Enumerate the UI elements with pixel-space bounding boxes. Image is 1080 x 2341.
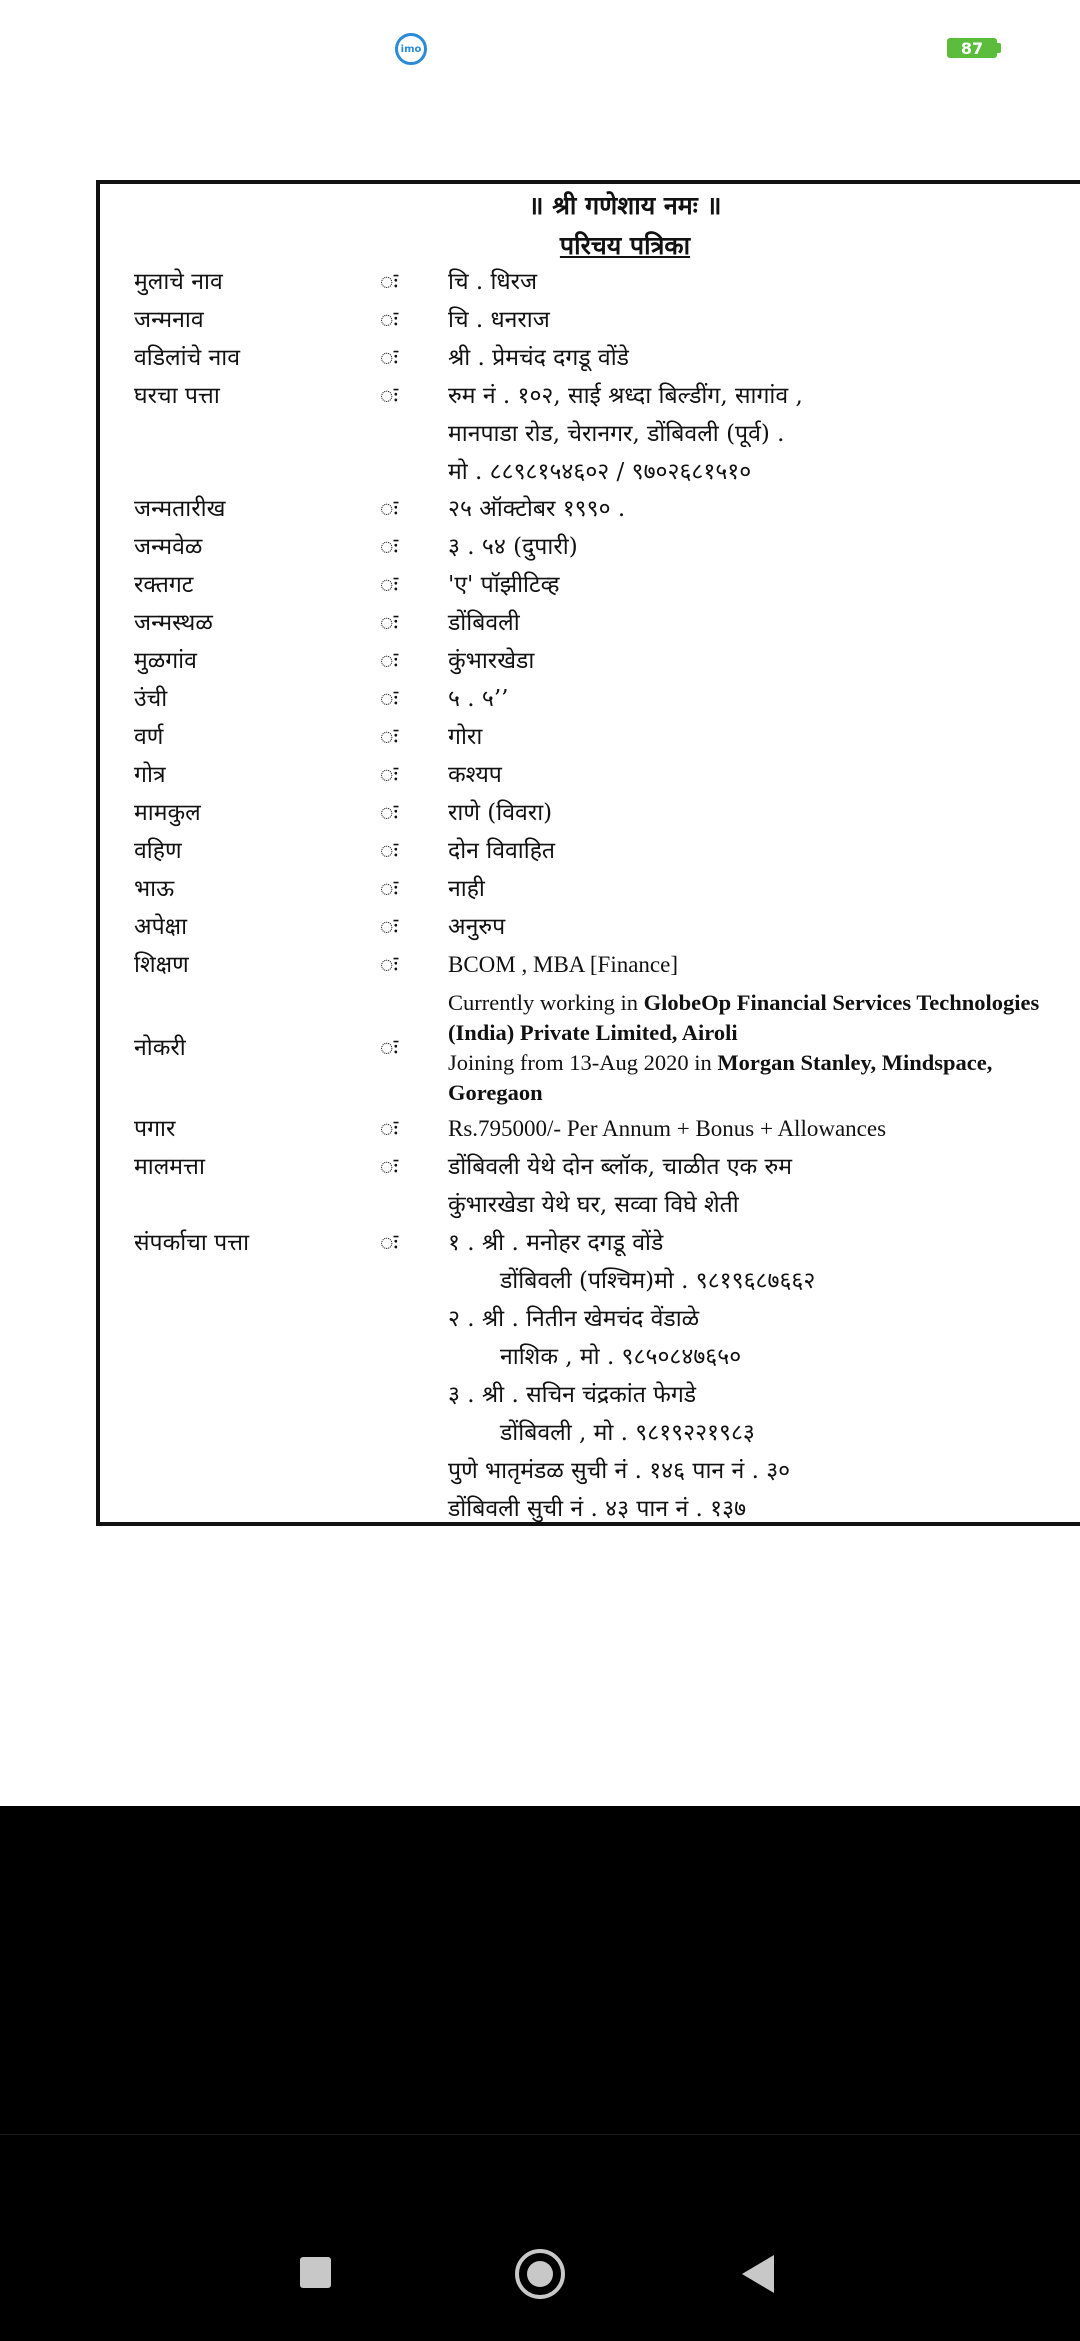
row-value: ३ . ५४ (दुपारी): [448, 534, 578, 560]
battery-indicator: 87: [947, 38, 997, 58]
row-colon: ः: [379, 1154, 399, 1180]
status-bar: [0, 0, 1080, 96]
row-colon: ः: [379, 686, 399, 712]
contact-line: २ . श्री . नितीन खेमचंद वेंडाळे: [448, 1306, 700, 1332]
row-value: ५ . ५’’: [448, 686, 509, 712]
row-colon: ः: [379, 383, 399, 409]
row-label: घरचा पत्ता: [134, 383, 220, 409]
back-triangle-icon[interactable]: [742, 2255, 774, 2293]
job-description: [448, 988, 1080, 1108]
biodata-document: [96, 180, 1080, 1526]
home-inner-dot: [527, 2261, 553, 2287]
row-colon: ः: [379, 572, 399, 598]
row-label: अपेक्षा: [134, 914, 188, 940]
row-colon: ः: [379, 534, 399, 560]
contact-line: ३ . श्री . सचिन चंद्रकांत फेगडे: [448, 1382, 697, 1408]
row-value: दोन विवाहित: [448, 838, 556, 864]
row-value: गोरा: [448, 724, 483, 750]
row-value: चि . धिरज: [448, 269, 538, 295]
row-colon: ः: [379, 1230, 399, 1256]
row-label: पगार: [134, 1116, 176, 1142]
row-value: चि . धनराज: [448, 307, 550, 333]
contact-line: नाशिक , मो . ९८५०८४७६५०: [500, 1344, 742, 1370]
row-value: डोंबिवली: [448, 610, 520, 636]
home-circle-icon[interactable]: [515, 2249, 565, 2299]
battery-tip: [997, 43, 1001, 53]
job-current: [448, 988, 1080, 1048]
document-title: ॥ श्री गणेशाय नमः ॥: [528, 191, 722, 220]
row-label: जन्मतारीख: [134, 496, 226, 522]
row-label: मुळगांव: [134, 648, 197, 674]
contact-line: पुणे भातृमंडळ सुची नं . १४६ पान नं . ३०: [448, 1458, 791, 1484]
row-label: भाऊ: [134, 876, 175, 902]
row-colon: ः: [379, 800, 399, 826]
contact-line: डोंबिवली सुची नं . ४३ पान नं . १३७: [448, 1496, 747, 1522]
row-colon: ः: [379, 876, 399, 902]
row-colon: ः: [379, 307, 399, 333]
job-joining-company: Morgan Stanley, Mindspace, Goregaon: [448, 1050, 993, 1105]
job-current-prefix: Currently working in: [448, 990, 644, 1015]
row-colon: ः: [379, 648, 399, 674]
property-line: डोंबिवली येथे दोन ब्लॉक, चाळीत एक रुम: [448, 1154, 793, 1180]
row-colon: ः: [379, 345, 399, 371]
job-current-company: GlobeOp Financial Services Technologies (India) Private Limited, Airoli: [448, 990, 1040, 1045]
contact-line: डोंबिवली , मो . ९८१९२२१९८३: [500, 1420, 755, 1446]
address-line: मानपाडा रोड, चेरानगर, डोंबिवली (पूर्व) .: [448, 421, 785, 447]
row-colon: ः: [379, 914, 399, 940]
row-colon: ः: [379, 496, 399, 522]
row-value: कश्यप: [448, 762, 502, 788]
contact-line: १ . श्री . मनोहर दगडू वोंडे: [448, 1230, 664, 1256]
row-value: राणे (विवरा): [448, 800, 553, 826]
row-value: 'ए' पॉझीटिव्ह: [448, 572, 560, 598]
row-colon: ः: [379, 952, 399, 978]
row-value: श्री . प्रेमचंद दगडू वोंडे: [448, 345, 629, 371]
row-label: जन्मवेळ: [134, 534, 203, 560]
row-colon: ः: [379, 838, 399, 864]
row-label: जन्मनाव: [134, 307, 204, 333]
row-value: २५ ऑक्टोबर १९९० .: [448, 496, 626, 522]
row-label: मुलाचे नाव: [134, 269, 223, 295]
navigation-bar: [0, 2134, 1080, 2341]
row-label: उंची: [134, 686, 168, 712]
row-label: वहिण: [134, 838, 182, 864]
black-background: [0, 1806, 1080, 2134]
row-colon: ः: [379, 269, 399, 295]
row-label: गोत्र: [134, 762, 166, 788]
imo-icon: imo: [395, 33, 427, 65]
contact-line: डोंबिवली (पश्चिम)मो . ९८१९६८७६६२: [500, 1268, 816, 1294]
row-value: नाही: [448, 876, 485, 902]
property-line: कुंभारखेडा येथे घर, सव्वा विघे शेती: [448, 1192, 739, 1218]
recent-apps-square-icon[interactable]: [300, 2257, 331, 2288]
row-label: रक्तगट: [134, 572, 194, 598]
row-value: BCOM , MBA [Finance]: [448, 952, 678, 977]
row-value: अनुरुप: [448, 914, 506, 940]
row-label: मामकुल: [134, 800, 201, 826]
row-colon: ः: [379, 762, 399, 788]
row-label: शिक्षण: [134, 952, 189, 978]
row-label: जन्मस्थळ: [134, 610, 213, 636]
address-line: रुम नं . १०२, साई श्रध्दा बिल्डींग, सागांव ,: [448, 383, 803, 409]
row-colon: ः: [379, 1035, 399, 1061]
document-subtitle: परिचय पत्रिका: [559, 231, 691, 260]
address-phone-line: मो . ८८९८१५४६०२ / ९७०२६८१५१०: [448, 459, 752, 485]
row-label: नोकरी: [134, 1035, 186, 1061]
row-label: मालमत्ता: [134, 1154, 205, 1180]
row-label: वर्ण: [134, 724, 164, 750]
job-joining: [448, 1048, 1080, 1108]
row-colon: ः: [379, 610, 399, 636]
row-value: Rs.795000/- Per Annum + Bonus + Allowances: [448, 1116, 887, 1141]
job-joining-prefix: Joining from 13-Aug 2020 in: [448, 1050, 718, 1075]
row-label: वडिलांचे नाव: [134, 345, 241, 371]
row-colon: ः: [379, 724, 399, 750]
row-colon: ः: [379, 1116, 399, 1142]
row-value: कुंभारखेडा: [448, 648, 535, 674]
row-label: संपर्काचा पत्ता: [134, 1230, 250, 1256]
